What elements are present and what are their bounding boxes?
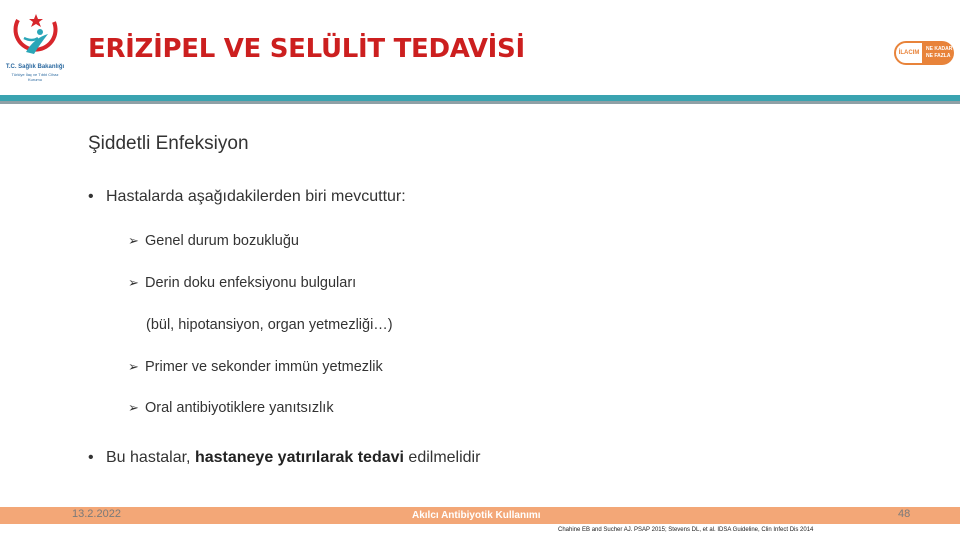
arrow-bullet-icon: ➢ — [128, 359, 139, 374]
campaign-logo-right — [924, 41, 954, 65]
arrow-bullet-icon: ➢ — [128, 233, 139, 248]
list-item-text: Genel durum bozukluğu — [145, 233, 299, 249]
list-item — [128, 359, 383, 375]
campaign-logo — [894, 41, 956, 65]
list-item — [128, 275, 356, 291]
list-item — [128, 400, 334, 416]
ministry-subtitle: Türkiye İlaç ve Tıbbi Cihaz Kurumu — [11, 72, 59, 82]
footer-bar — [0, 507, 960, 524]
footer-date: 13.2.2022 — [72, 508, 121, 520]
bullet-item — [88, 449, 480, 467]
bullet-text-bold: hastaneye yatırılarak tedavi — [194, 449, 404, 466]
bullet-text-post: edilmelidir — [403, 449, 481, 466]
slide-title: ERİZİPEL VE SELÜLİT TEDAVİSİ — [88, 34, 525, 64]
list-item — [128, 233, 299, 249]
ministry-name: T.C. Sağlık Bakanlığı — [5, 64, 65, 70]
ministry-logo — [4, 8, 66, 84]
header-divider-shadow — [0, 101, 960, 104]
page-number: 48 — [898, 508, 911, 520]
campaign-logo-line1: NE KADAR — [926, 46, 953, 52]
arrow-bullet-icon: ➢ — [128, 400, 139, 415]
ministry-emblem-icon — [4, 8, 66, 64]
list-item-text: Primer ve sekonder immün yetmezlik — [145, 359, 383, 375]
bullet-icon: • — [88, 449, 94, 466]
bullet-icon: • — [88, 188, 94, 205]
list-item-detail: (bül, hipotansiyon, organ yetmezliği…) — [146, 317, 393, 333]
reference-note: Chahine EB and Sucher AJ. PSAP 2015; Stevens DL, et al. IDSA Guideline, Clin Infect Dis 2014 — [558, 527, 814, 533]
campaign-logo-left: İLACIM — [894, 41, 924, 65]
list-item-text: Oral antibiyotiklere yanıtsızlık — [145, 400, 334, 416]
bullet-text-pre: Bu hastalar, — [106, 449, 195, 466]
footer-title: Akılcı Antibiyotik Kullanımı — [412, 510, 541, 521]
section-heading: Şiddetli Enfeksiyon — [88, 133, 249, 154]
list-item-text: Derin doku enfeksiyonu bulguları — [145, 275, 357, 291]
bullet-item — [88, 188, 406, 206]
campaign-logo-line2: NE FAZLA — [926, 53, 951, 59]
bullet-text: Hastalarda aşağıdakilerden biri mevcuttur: — [106, 188, 406, 205]
arrow-bullet-icon: ➢ — [128, 275, 139, 290]
